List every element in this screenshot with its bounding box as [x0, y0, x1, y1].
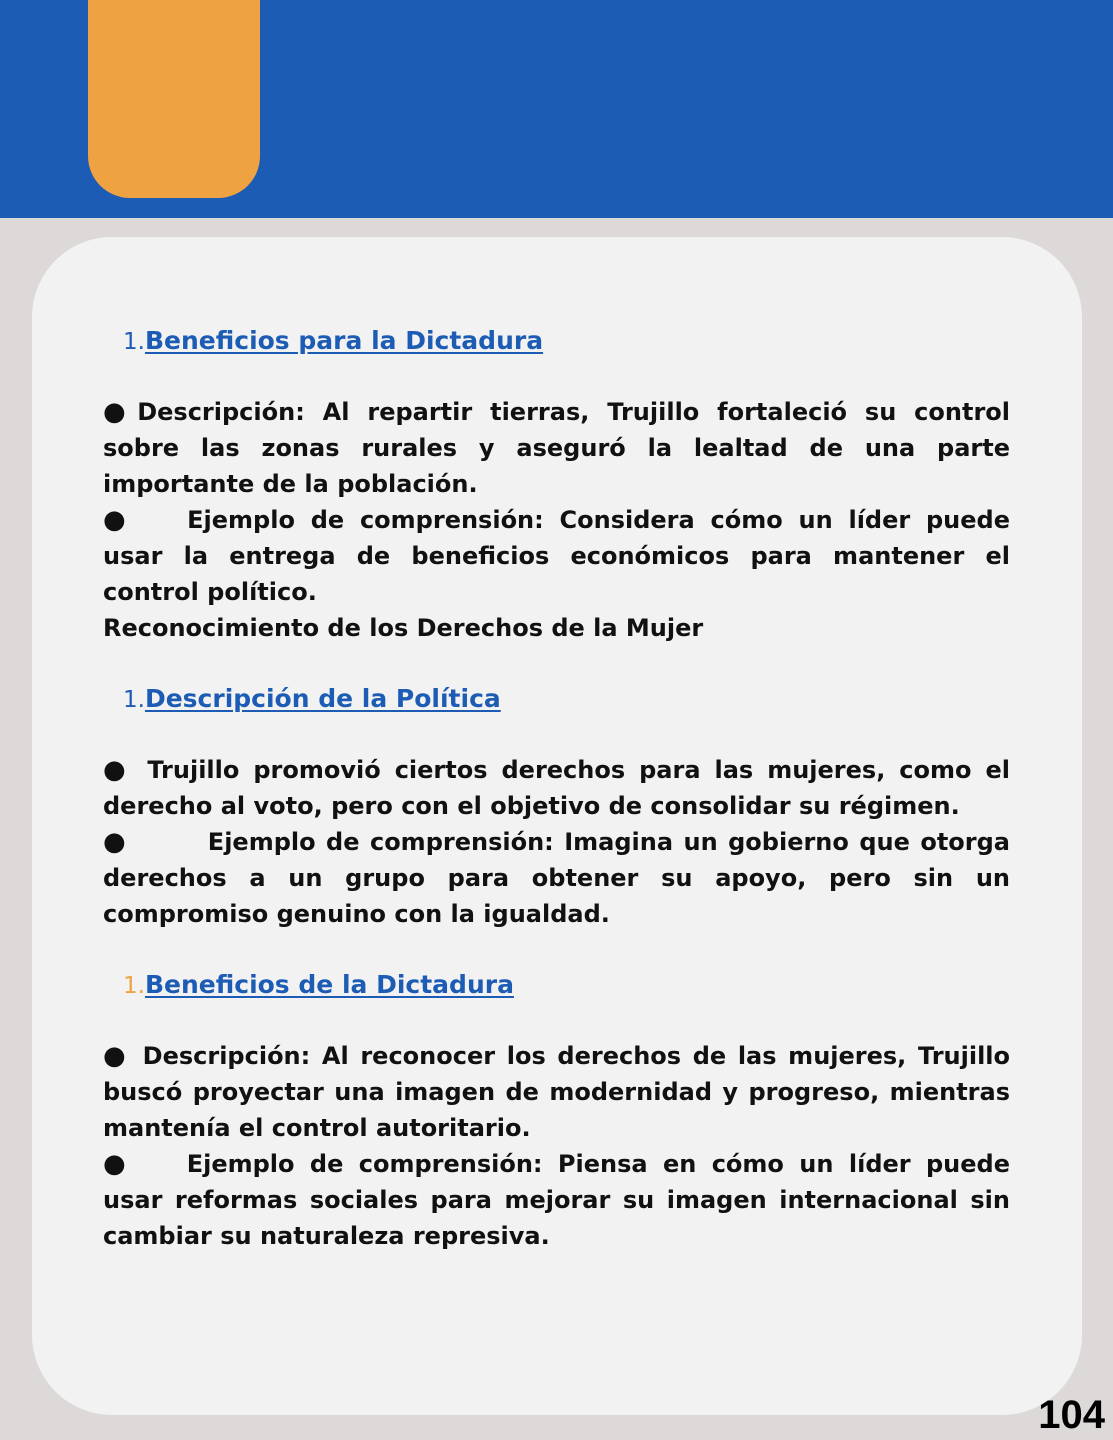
page-number: 104: [1038, 1393, 1105, 1437]
heading-number: 1.: [123, 687, 145, 713]
bullet-icon: ●: [103, 397, 136, 427]
bullet-icon: ●: [103, 505, 134, 535]
bullet-paragraph: [103, 1038, 1010, 1146]
bullet-icon: ●: [103, 755, 132, 785]
heading-link-beneficios-de[interactable]: Beneficios de la Dictadura: [144, 970, 514, 999]
orange-tab-decoration: [88, 0, 260, 198]
bullet-paragraph: [103, 502, 1010, 610]
bullet-text: Descripción: Al reconocer los derechos de las mujeres, Trujillo buscó proyectar una imagen de modernidad y progreso, mientras mantenía el control autoritario.: [103, 1042, 1011, 1142]
bullet-paragraph: [103, 752, 1010, 824]
section-heading: [103, 322, 1010, 360]
heading-link-beneficios-para[interactable]: Beneficios para la Dictadura: [144, 326, 544, 355]
bullet-paragraph: [103, 394, 1010, 502]
bullet-text: Ejemplo de comprensión: Imagina un gobierno que otorga derechos a un grupo para obtener su apoyo, pero sin un compromiso genuino con la igualdad.: [103, 828, 1010, 928]
page-content: [103, 322, 1010, 1254]
bullet-icon: ●: [103, 1041, 129, 1071]
bullet-icon: ●: [103, 827, 128, 857]
section-heading: [103, 680, 1010, 718]
heading-link-descripcion-politica[interactable]: Descripción de la Política: [144, 684, 501, 713]
section-subtitle: Reconocimiento de los Derechos de la Mujer: [103, 614, 704, 642]
heading-number: 1.: [123, 973, 145, 999]
bullet-icon: ●: [103, 1149, 133, 1179]
bullet-text: Ejemplo de comprensión: Piensa en cómo un líder puede usar reformas sociales para mejorar su imagen internacional sin cambiar su naturaleza represiva.: [103, 1150, 1010, 1250]
heading-number: 1.: [123, 329, 145, 355]
bullet-text: Ejemplo de comprensión: Considera cómo un líder puede usar la entrega de beneficios económicos para mantener el control político.: [103, 506, 1010, 606]
bullet-text: Descripción: Al repartir tierras, Trujillo fortaleció su control sobre las zonas rurales y aseguró la lealtad de una parte importante de la población.: [103, 398, 1010, 498]
bullet-paragraph: [103, 824, 1010, 932]
section-heading: [103, 966, 1010, 1004]
bullet-text: Trujillo promovió ciertos derechos para las mujeres, como el derecho al voto, pero con el objetivo de consolidar su régimen.: [103, 756, 1011, 820]
bullet-paragraph: [103, 1146, 1010, 1254]
